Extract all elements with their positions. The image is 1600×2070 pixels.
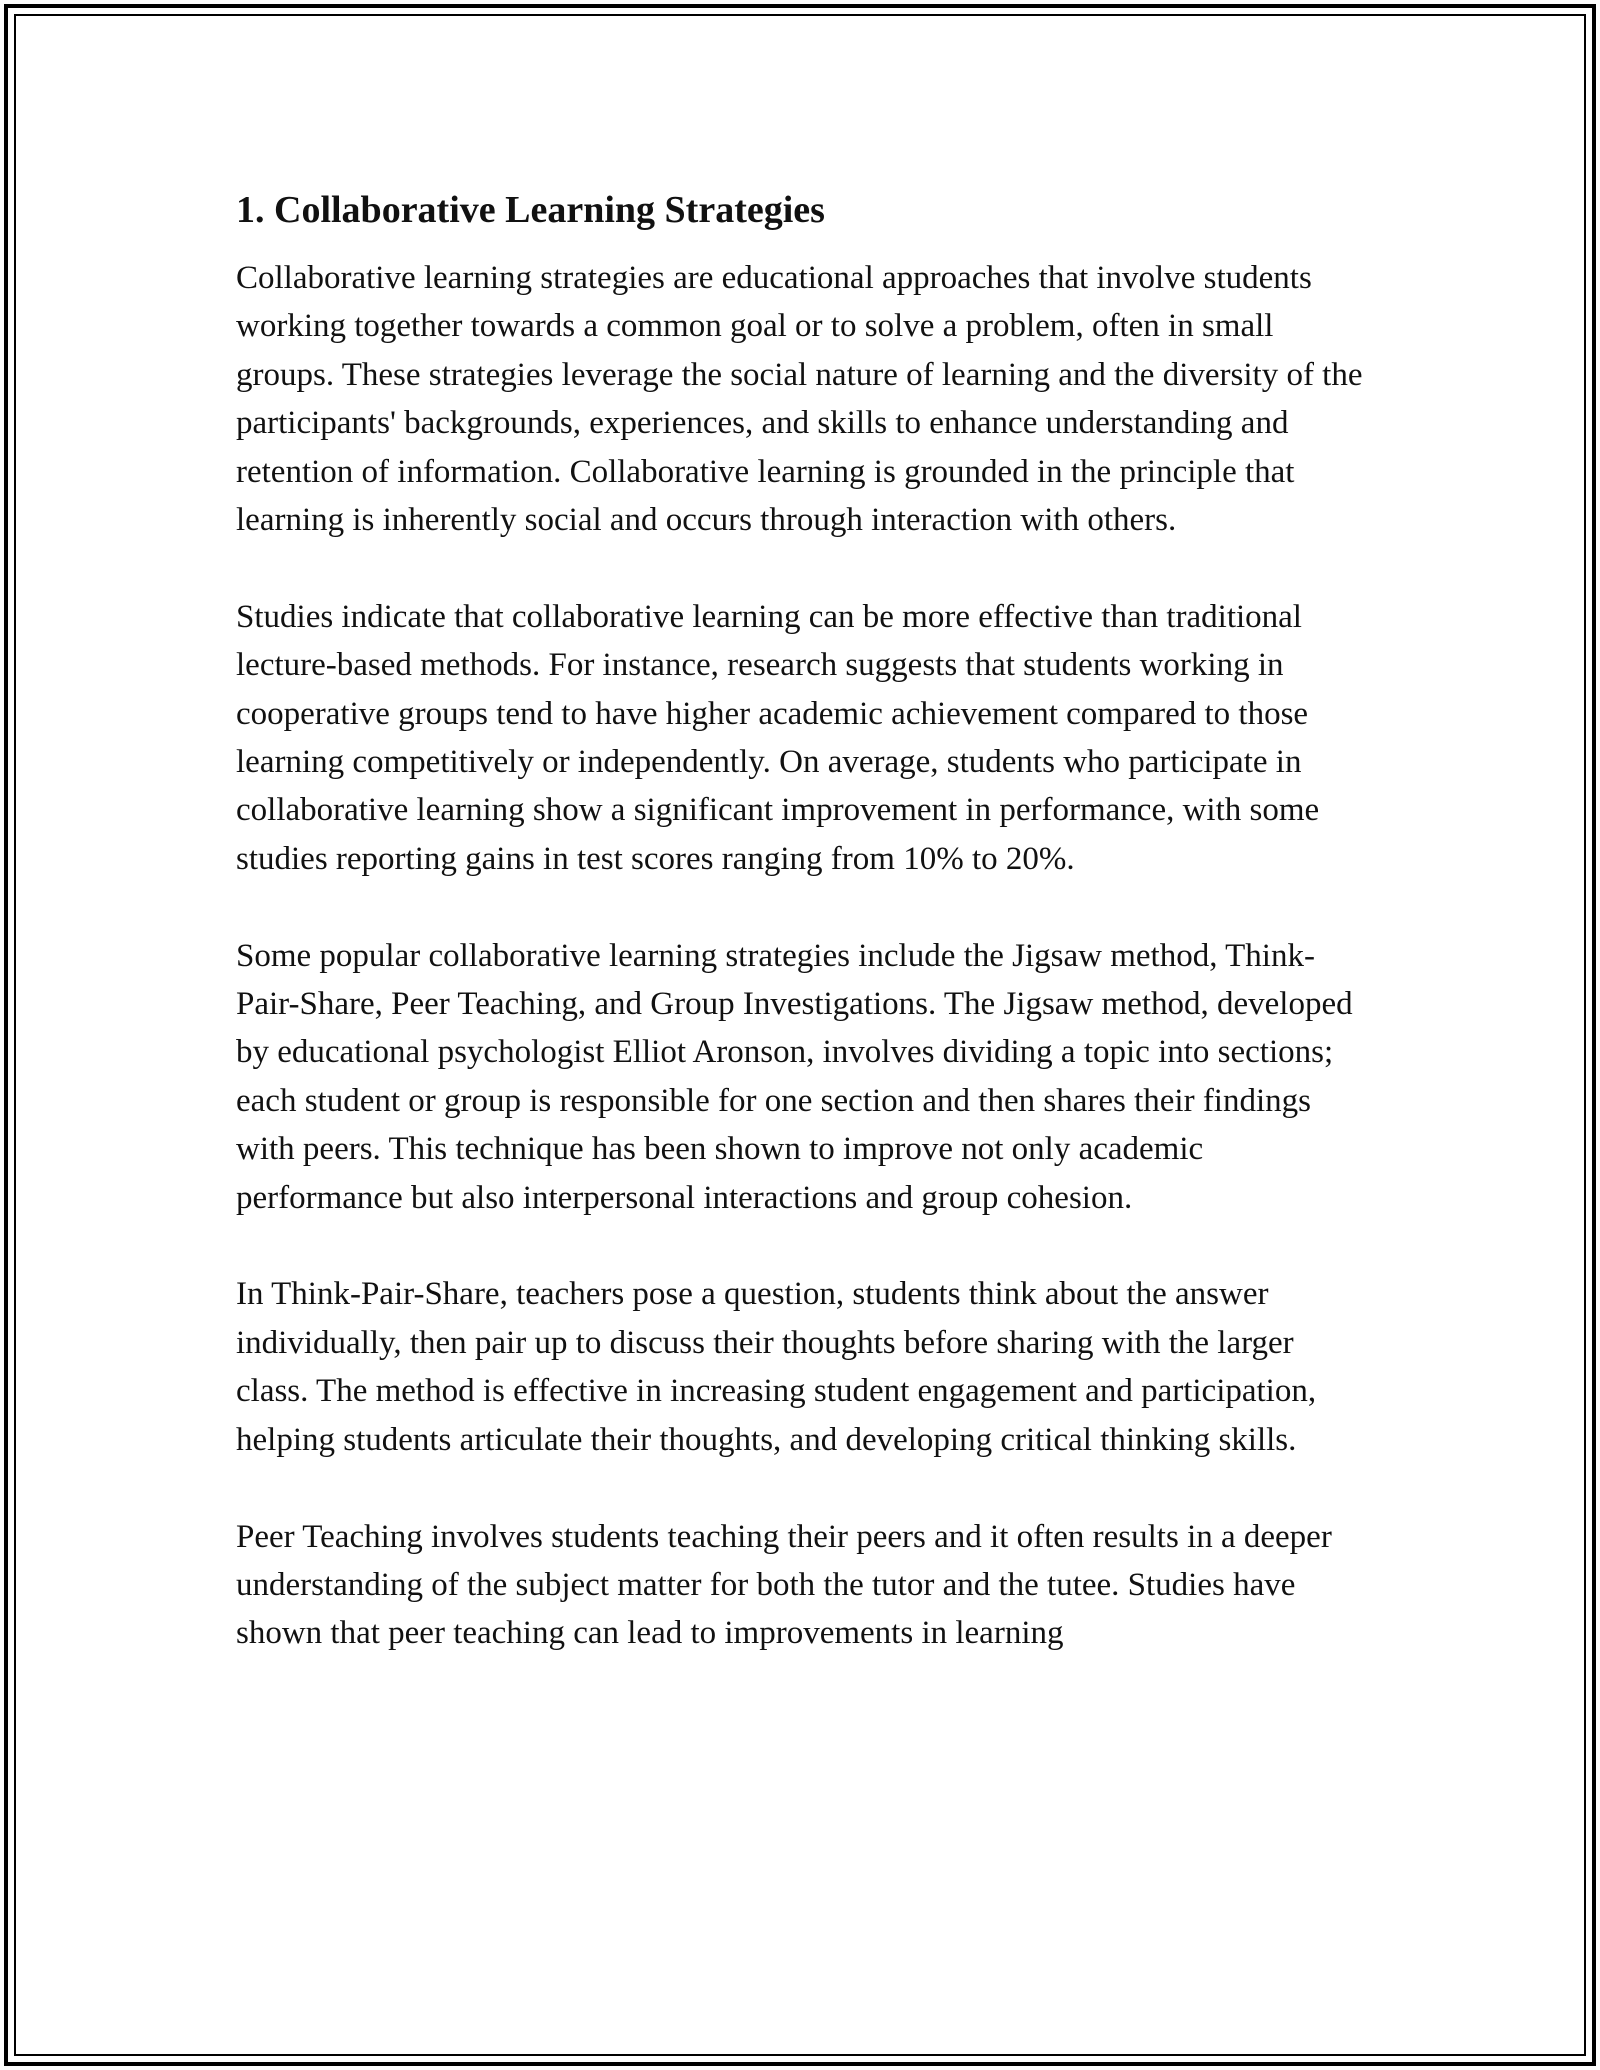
section-heading: 1. Collaborative Learning Strategies [236, 189, 825, 231]
paragraph-peer-teaching: Peer Teaching involves students teaching their peers and it often results in a deeper understanding of the subject matter for both the tutor and the tutee. Studies have shown that peer teaching can lead to improvements in learning [236, 1518, 1332, 1652]
paragraph-think-pair-share: In Think-Pair-Share, teachers pose a question, students think about the answer individually, then pair up to discuss their thoughts before sharing with the larger class. The method is effective in increasing student engagement and participation, helping students articulate their thoughts, and developing critical thinking skills. [236, 1276, 1317, 1458]
paragraph-effectiveness: Studies indicate that collaborative learning can be more effective than traditional lecture-based methods. For instance, research suggests that students working in cooperative groups tend to have higher academic achievement compared to those learning competitively or independently. On average, students who participate in collaborative learning show a significant improvement in performance, with some studies reporting gains in test scores ranging from 10% to 20%. [236, 598, 1320, 877]
paragraph-intro: Collaborative learning strategies are educational approaches that involve students working together towards a common goal or to solve a problem, often in small groups. These strategies leverage the social nature of learning and the diversity of the participants' backgrounds, experiences, and skills to enhance understanding and retention of information. Collaborative learning is grounded in the principle that learning is inherently social and occurs through interaction with others. [236, 260, 1363, 539]
document-body [236, 186, 1371, 1658]
paragraph-strategies-jigsaw: Some popular collaborative learning strategies include the Jigsaw method, Think-Pair-Share, Peer Teaching, and Group Investigations. The Jigsaw method, developed by educational psychologist Elliot Aronson, involves dividing a topic into sections; each student or group is responsible for one section and then shares their findings with peers. This technique has been shown to improve not only academic performance but also interpersonal interactions and group cohesion. [236, 937, 1353, 1216]
